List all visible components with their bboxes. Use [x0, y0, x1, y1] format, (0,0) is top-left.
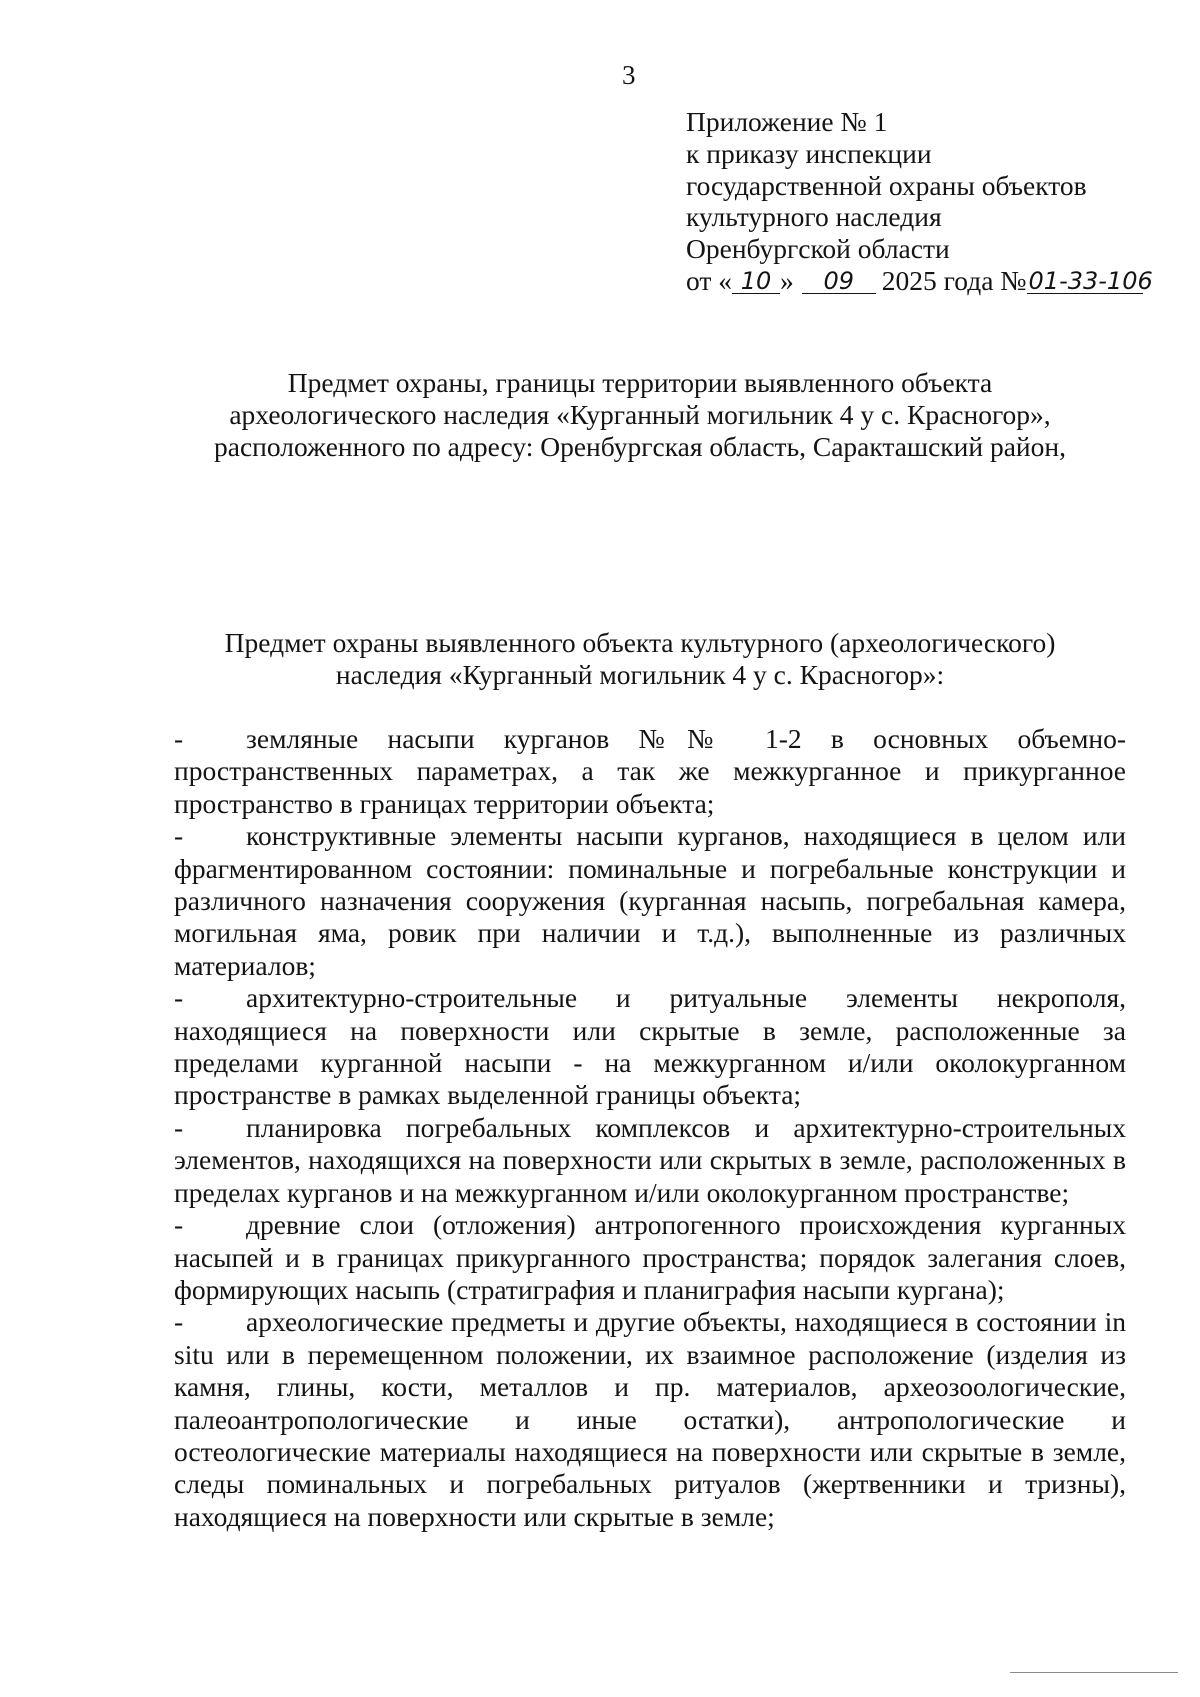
handwritten-order-number: 01-33-106 [1028, 266, 1153, 295]
list-item-text: археологические предметы и другие объекты, находящиеся в состоянии in situ или в перемещенном положении, их взаимное расположение (изделия из камня, глины, кости, металлов и пр. материалов, археозоологические, палеоантропологические и иные остатки), антропологические и остеологические материалы находящиеся на поверхности или скрытые в земле, следы поминальных и погребальных ритуалов (жертвенники и тризны), находящиеся на поверхности или скрытые в земле; [174, 1306, 1126, 1532]
section-heading [160, 627, 1120, 691]
section-heading-line: наследия «Курганный могильник 4 у с. Красногор»: [335, 659, 945, 690]
list-dash: - [174, 820, 184, 852]
list-item-text: архитектурно-строительные и ритуальные элементы некрополя, находящиеся на поверхности или скрытые в земле, расположенные за пределами курганной насыпи - на межкурганном и/или околокурганном пространстве в рамках выделенной границы объекта; [174, 982, 1126, 1111]
appendix-title: Приложение № 1 [686, 106, 888, 137]
appendix-block [686, 106, 1153, 297]
date-quote-close: » [780, 264, 794, 296]
footer-divider [1010, 1672, 1178, 1673]
section-heading-line: Предмет охраны выявленного объекта культурного (археологического) [224, 627, 1056, 658]
list-item [174, 820, 1126, 982]
appendix-line: государственной охраны объектов [686, 169, 1087, 201]
list-dash: - [174, 1306, 184, 1338]
page-number: 3 [622, 60, 636, 90]
heading-line: археологического наследия «Курганный могильник 4 у с. Красногор», [229, 399, 1051, 430]
appendix-line: культурного наследия [686, 201, 942, 233]
protection-subject-list [174, 723, 1126, 1533]
list-dash: - [174, 723, 184, 754]
handwritten-month: 09 [802, 269, 876, 294]
handwritten-day: 10 [732, 269, 780, 294]
list-item-text: земляные насыпи курганов №№ 1-2 в основных объемно-пространственных параметрах, а так же межкурганное и прикурганное пространство в границах территории объекта; [174, 723, 1126, 819]
heading-line: Предмет охраны, границы территории выявленного объекта [287, 367, 993, 398]
appendix-line: к приказу инспекции [686, 137, 932, 169]
list-item-text: конструктивные элементы насыпи курганов, находящиеся в целом или фрагментированном состоянии: поминальные и погребальные конструкции и различного назначения сооружения (курганная насыпь, погребальная камера, могильная яма, ровик при наличии и т.д.), выполненные из различных материалов; [174, 820, 1126, 981]
list-dash: - [174, 1111, 184, 1143]
list-dash: - [174, 1209, 184, 1241]
list-item [174, 1209, 1126, 1306]
list-item-text: древние слои (отложения) антропогенного происхождения курганных насыпей и в границах прикурганного пространства; порядок залегания слоев, формирующих насыпь (стратиграфия и планиграфия насыпи кургана); [174, 1209, 1126, 1305]
date-prefix: от « [686, 264, 733, 296]
list-item [174, 1306, 1126, 1533]
list-item [174, 1112, 1126, 1209]
list-item [174, 723, 1126, 820]
heading-line: расположенного по адресу: Оренбургская область, Саракташский район, [214, 431, 1066, 462]
document-heading [160, 367, 1120, 463]
list-dash: - [174, 982, 184, 1014]
date-year-text: 2025 года № [881, 264, 1027, 296]
appendix-date-line [686, 264, 1153, 297]
list-item-text: планировка погребальных комплексов и архитектурно-строительных элементов, находящихся на поверхности или скрытых в земле, расположенных в пределах курганов и на межкурганном и/или околокурганном пространстве; [174, 1111, 1126, 1208]
list-item [174, 982, 1126, 1112]
appendix-line: Оренбургской области [686, 233, 950, 265]
